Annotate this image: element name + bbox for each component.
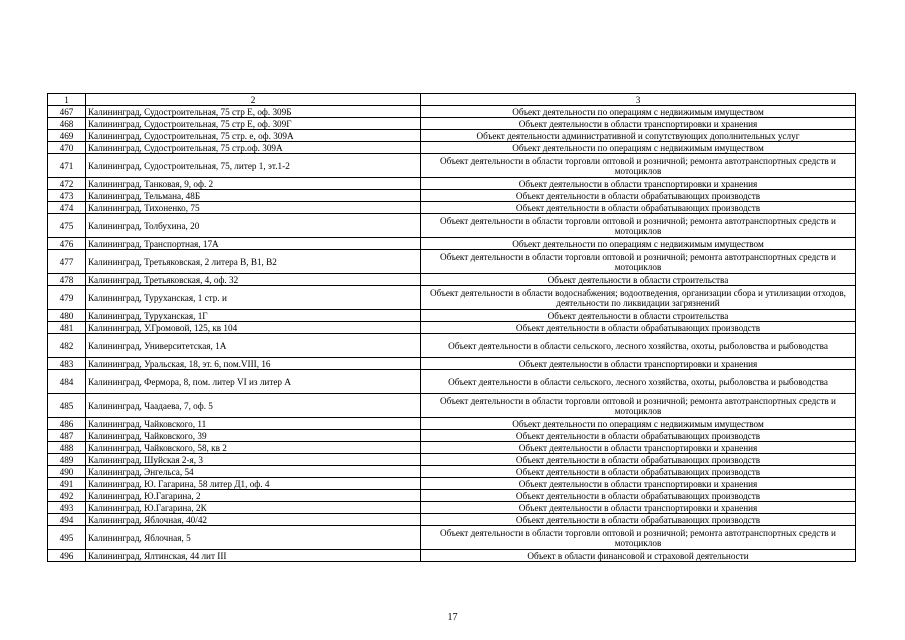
table-row [48,358,856,370]
table-header-row [48,94,856,106]
activity-cell: Объект деятельности по операциям с недвижимым имуществом [421,142,856,154]
activity-cell: Объект деятельности в области торговли оптовой и розничной; ремонта автотранспортных средств и мотоциклов [421,154,856,178]
address-cell: Калининград, Тельмана, 48Б [86,190,421,202]
table-row [48,394,856,418]
activity-cell: Объект деятельности в области транспортировки и хранения [421,178,856,190]
table-row [48,334,856,358]
address-cell: Калининград, Энгельса, 54 [86,466,421,478]
address-cell: Калининград, Ю. Гагарина, 58 литер Д1, оф. 4 [86,478,421,490]
row-number-cell: 491 [48,478,86,490]
table-row [48,214,856,238]
activity-cell: Объект деятельности в области обрабатывающих производств [421,454,856,466]
table-row [48,454,856,466]
address-cell: Калининград, Шуйская 2-я, 3 [86,454,421,466]
header-col-3: 3 [421,94,856,106]
activity-cell: Объект деятельности административной и сопутствующих дополнительных услуг [421,130,856,142]
row-number-cell: 468 [48,118,86,130]
activity-cell: Объект деятельности в области сельского, лесного хозяйства, охоты, рыболовства и рыбоводства [421,334,856,358]
table-row [48,178,856,190]
activity-cell: Объект деятельности в области обрабатывающих производств [421,190,856,202]
address-cell: Калининград, Чайковского, 58, кв 2 [86,442,421,454]
row-number-cell: 482 [48,334,86,358]
address-cell: Калининград, Уральская, 18, эт. 6, пом.VIII, 16 [86,358,421,370]
address-cell: Калининград, Тихоненко, 75 [86,202,421,214]
table-row [48,490,856,502]
registry-table [47,93,856,562]
address-cell: Калининград, Транспортная, 17А [86,238,421,250]
row-number-cell: 490 [48,466,86,478]
row-number-cell: 479 [48,286,86,310]
row-number-cell: 467 [48,106,86,118]
row-number-cell: 475 [48,214,86,238]
activity-cell: Объект деятельности по операциям с недвижимым имуществом [421,238,856,250]
row-number-cell: 494 [48,514,86,526]
address-cell: Калининград, Третьяковская, 2 литера В, В1, В2 [86,250,421,274]
header-col-2: 2 [86,94,421,106]
row-number-cell: 480 [48,310,86,322]
row-number-cell: 485 [48,394,86,418]
activity-cell: Объект деятельности в области строительства [421,274,856,286]
row-number-cell: 487 [48,430,86,442]
activity-cell: Объект деятельности в области сельского, лесного хозяйства, охоты, рыболовства и рыбоводства [421,370,856,394]
activity-cell: Объект деятельности в области обрабатывающих производств [421,322,856,334]
activity-cell: Объект деятельности в области торговли оптовой и розничной; ремонта автотранспортных средств и мотоциклов [421,394,856,418]
table-row [48,154,856,178]
table-row [48,526,856,550]
address-cell: Калининград, Судостроительная, 75 стр Е, оф. 309Б [86,106,421,118]
table-row [48,550,856,562]
address-cell: Калининград, Университетская, 1А [86,334,421,358]
row-number-cell: 477 [48,250,86,274]
table-row [48,502,856,514]
table-row [48,322,856,334]
activity-cell: Объект деятельности в области обрабатывающих производств [421,466,856,478]
activity-cell: Объект деятельности в области обрабатывающих производств [421,514,856,526]
activity-cell: Объект деятельности в области транспортировки и хранения [421,118,856,130]
address-cell: Калининград, Судостроительная, 75 стр.оф. 309А [86,142,421,154]
table-row [48,418,856,430]
table-row [48,202,856,214]
table-row [48,370,856,394]
address-cell: Калининград, Чаадаева, 7, оф. 5 [86,394,421,418]
header-col-1: 1 [48,94,86,106]
activity-cell: Объект деятельности в области транспортировки и хранения [421,502,856,514]
address-cell: Калининград, Туруханская, 1Г [86,310,421,322]
row-number-cell: 488 [48,442,86,454]
table-row [48,442,856,454]
activity-cell: Объект деятельности в области строительства [421,310,856,322]
table-row [48,238,856,250]
address-cell: Калининград, Фермора, 8, пом. литер VI из литер А [86,370,421,394]
row-number-cell: 470 [48,142,86,154]
address-cell: Калининград, Судостроительная, 75, литер 1, эт.1-2 [86,154,421,178]
activity-cell: Объект деятельности в области транспортировки и хранения [421,442,856,454]
table-row [48,430,856,442]
row-number-cell: 474 [48,202,86,214]
address-cell: Калининград, Яблочная, 40/42 [86,514,421,526]
address-cell: Калининград, У.Громовой, 125, кв 104 [86,322,421,334]
address-cell: Калининград, Танковая, 9, оф. 2 [86,178,421,190]
activity-cell: Объект деятельности по операциям с недвижимым имуществом [421,106,856,118]
table-row [48,130,856,142]
row-number-cell: 495 [48,526,86,550]
row-number-cell: 486 [48,418,86,430]
table-row [48,118,856,130]
table-row [48,142,856,154]
row-number-cell: 469 [48,130,86,142]
address-cell: Калининград, Ю.Гагарина, 2К [86,502,421,514]
address-cell: Калининград, Ялтинская, 44 лит III [86,550,421,562]
activity-cell: Объект деятельности в области обрабатывающих производств [421,202,856,214]
page-number: 17 [447,612,458,623]
row-number-cell: 481 [48,322,86,334]
activity-cell: Объект деятельности в области торговли оптовой и розничной; ремонта автотранспортных средств и мотоциклов [421,214,856,238]
table-row [48,478,856,490]
row-number-cell: 484 [48,370,86,394]
row-number-cell: 472 [48,178,86,190]
address-cell: Калининград, Яблочная, 5 [86,526,421,550]
row-number-cell: 473 [48,190,86,202]
activity-cell: Объект деятельности по операциям с недвижимым имуществом [421,418,856,430]
table-row [48,250,856,274]
table-row [48,466,856,478]
address-cell: Калининград, Судостроительная, 75 стр Е, оф. 309Г [86,118,421,130]
address-cell: Калининград, Туруханская, 1 стр. и [86,286,421,310]
address-cell: Калининград, Толбухина, 20 [86,214,421,238]
table-body [48,94,856,562]
address-cell: Калининград, Третьяковская, 4, оф. 32 [86,274,421,286]
activity-cell: Объект деятельности в области транспортировки и хранения [421,358,856,370]
row-number-cell: 471 [48,154,86,178]
activity-cell: Объект деятельности в области транспортировки и хранения [421,478,856,490]
address-cell: Калининград, Чайковского, 11 [86,418,421,430]
table-row [48,190,856,202]
activity-cell: Объект в области финансовой и страховой деятельности [421,550,856,562]
row-number-cell: 476 [48,238,86,250]
table-row [48,514,856,526]
table-row [48,310,856,322]
table-row [48,274,856,286]
address-cell: Калининград, Чайковского, 39 [86,430,421,442]
row-number-cell: 483 [48,358,86,370]
address-cell: Калининград, Ю.Гагарина, 2 [86,490,421,502]
row-number-cell: 489 [48,454,86,466]
activity-cell: Объект деятельности в области обрабатывающих производств [421,490,856,502]
address-cell: Калининград, Судостроительная, 75 стр. е, оф. 309А [86,130,421,142]
row-number-cell: 492 [48,490,86,502]
activity-cell: Объект деятельности в области водоснабжения; водоотведения, организации сбора и утилизации отходов, деятельности по ликвидации загрязнений [421,286,856,310]
table-row [48,286,856,310]
row-number-cell: 496 [48,550,86,562]
activity-cell: Объект деятельности в области торговли оптовой и розничной; ремонта автотранспортных средств и мотоциклов [421,526,856,550]
table-row [48,106,856,118]
activity-cell: Объект деятельности в области обрабатывающих производств [421,430,856,442]
row-number-cell: 493 [48,502,86,514]
row-number-cell: 478 [48,274,86,286]
activity-cell: Объект деятельности в области торговли оптовой и розничной; ремонта автотранспортных средств и мотоциклов [421,250,856,274]
